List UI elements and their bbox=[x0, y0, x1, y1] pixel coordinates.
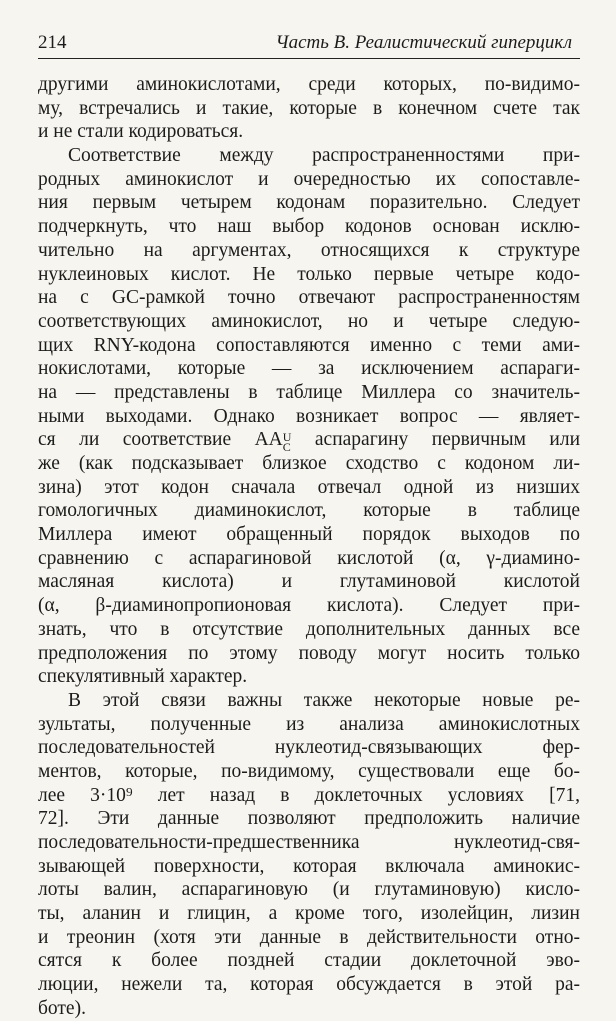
text-line: ными выходами. Однако возникает вопрос — являет- bbox=[38, 405, 580, 427]
text-line: и не стали кодироваться. bbox=[38, 121, 244, 143]
text-line: ты, аланин и глицин, а кроме того, изолейцин, лизин bbox=[38, 903, 580, 925]
text-line: люции, нежели та, которая обсуждается в этой ра- bbox=[38, 974, 580, 996]
text-line: нуклеиновых кислот. Не только первые четыре кодо- bbox=[38, 263, 580, 285]
text-fragment: ся ли соответствие AA bbox=[38, 429, 283, 451]
page-number: 214 bbox=[38, 32, 67, 53]
text-line: последовательностей нуклеотид-связывающих фер- bbox=[38, 737, 580, 759]
text-line: нокислотами, которые — за исключением аспараги- bbox=[38, 358, 580, 380]
text-line: ментов, которые, по-видимому, существовали еще бо- bbox=[38, 760, 580, 782]
text-line: Соответствие между распространенностями при- bbox=[68, 145, 580, 167]
text-line: 72]. Эти данные позволяют предположить наличие bbox=[38, 808, 580, 830]
text-line: лее 3·10⁹ лет назад в доклеточных условиях [71, bbox=[38, 784, 580, 806]
text-line: В этой связи важны также некоторые новые ре- bbox=[68, 689, 580, 711]
text-line: и треонин (хотя эти данные в действительности отно- bbox=[38, 926, 580, 948]
text-line: лоты валин, аспарагиновую (и глутаминовую) кисло- bbox=[38, 879, 580, 901]
text-line: боте). bbox=[38, 997, 86, 1019]
text-line: зывающей поверхности, которая включала аминокис- bbox=[38, 855, 580, 877]
text-line: масляная кислота) и глутаминовой кислотой bbox=[38, 571, 580, 593]
text-line: сятся к более поздней стадии доклеточной эво- bbox=[38, 950, 580, 972]
codon-variant-top: U bbox=[282, 430, 292, 445]
text-line: сравнению с аспарагиновой кислотой (α, γ-диамино- bbox=[38, 547, 580, 569]
text-line: спекулятивный характер. bbox=[38, 666, 248, 688]
text-line: на с GC-рамкой точно отвечают распространенностям bbox=[38, 287, 580, 309]
running-title: Часть В. Реалистический гиперцикл bbox=[275, 32, 572, 53]
text-line: последовательности-предшественника нуклеотид-свя- bbox=[38, 832, 580, 853]
page-header bbox=[38, 28, 580, 59]
text-line: на — представлены в таблице Миллера со значитель- bbox=[38, 381, 580, 403]
text-line: знать, что в отсутствие дополнительных данных все bbox=[38, 618, 580, 640]
text-line: зультаты, полученные из анализа аминокислотных bbox=[38, 713, 580, 735]
body-text bbox=[38, 73, 580, 1021]
text-line: же (как подсказывает близкое сходство с кодоном ли- bbox=[38, 453, 580, 474]
text-line: подчеркнуть, что наш выбор кодонов основан исклю- bbox=[38, 216, 580, 238]
text-line: Миллера имеют обращенный порядок выходов по bbox=[38, 524, 580, 546]
text-line bbox=[38, 428, 580, 455]
text-line: щих RNY-кодона сопоставляются именно с теми ами- bbox=[38, 334, 580, 356]
text-line: родных аминокислот и очередностью их сопоставле- bbox=[38, 168, 580, 190]
text-line: гомологичных диаминокислот, которые в таблице bbox=[38, 500, 580, 522]
text-line: (α, β-диаминопропионовая кислота). Следует при- bbox=[38, 595, 580, 617]
text-fragment: аспарагину первичным или bbox=[291, 429, 580, 451]
text-line: ния первым четырем кодонам поразительно. Следует bbox=[38, 192, 580, 214]
text-line: зина) этот кодон сначала отвечал одной из низших bbox=[38, 476, 580, 498]
codon-variant-bottom: C bbox=[282, 440, 291, 455]
text-line: му, встречались и такие, которые в конечном счете так bbox=[38, 97, 580, 119]
text-line: другими аминокислотами, среди которых, по-видимо- bbox=[38, 74, 580, 95]
text-line: предположения по этому поводу могут носить только bbox=[38, 642, 580, 664]
text-line: соответствующих аминокислот, но и четыре следую- bbox=[38, 310, 580, 332]
text-line: чительно на аргументах, относящихся к структуре bbox=[38, 239, 580, 261]
